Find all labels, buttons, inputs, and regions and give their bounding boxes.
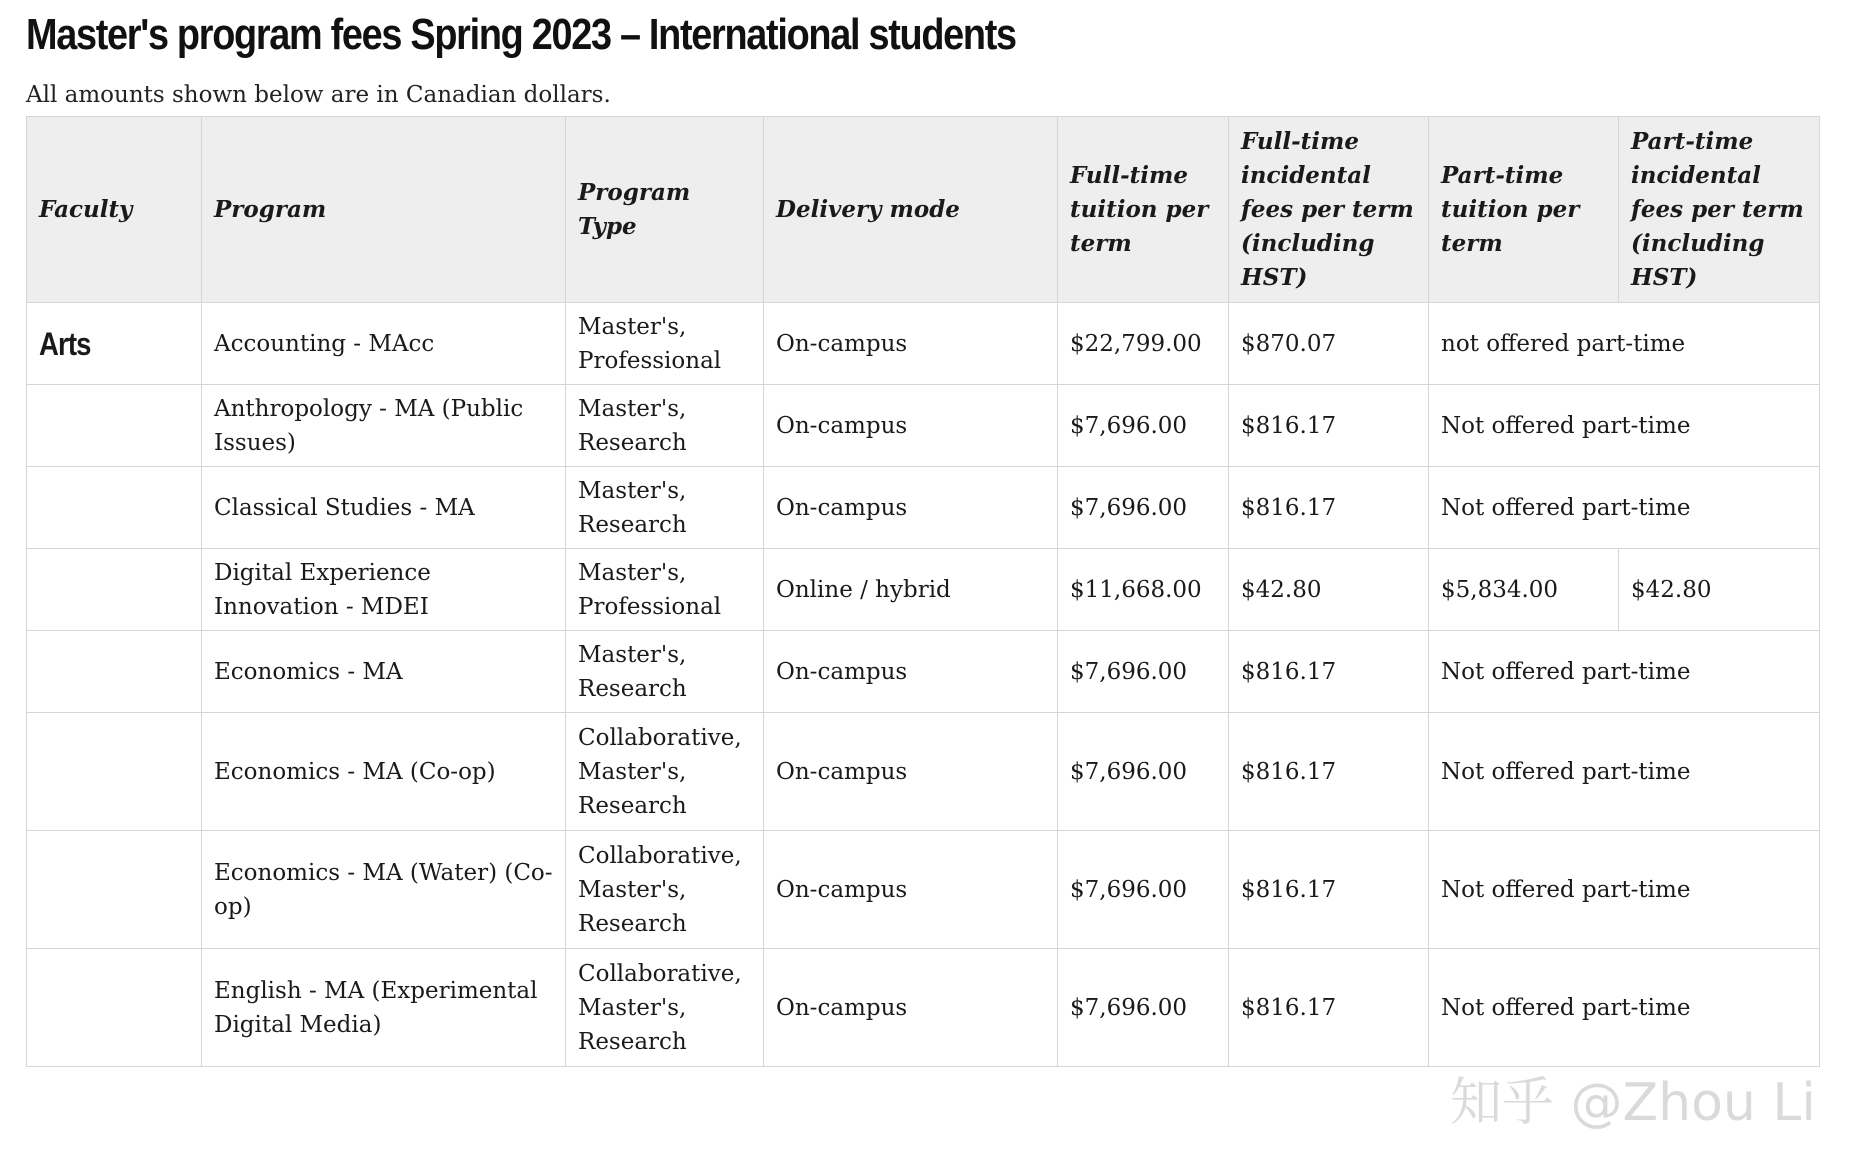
program-cell: English - MA (Experimental Digital Media) <box>202 949 566 1067</box>
header-program: Program <box>202 117 566 303</box>
page-title: Master's program fees Spring 2023 – International students <box>26 10 1016 59</box>
faculty-cell <box>27 467 202 549</box>
watermark: 知乎 @Zhou Li <box>1450 1073 1816 1133</box>
delivery-mode-cell: On-campus <box>764 949 1058 1067</box>
table-row <box>27 467 1820 549</box>
faculty-cell <box>27 831 202 949</box>
program-cell: Anthropology - MA (Public Issues) <box>202 385 566 467</box>
ft-incidental-cell: $816.17 <box>1229 713 1429 831</box>
part-time-note-cell: Not offered part-time <box>1429 831 1820 949</box>
program-type-cell: Collaborative, Master's, Research <box>566 949 764 1067</box>
program-cell: Economics - MA (Co-op) <box>202 713 566 831</box>
delivery-mode-cell: On-campus <box>764 467 1058 549</box>
ft-incidental-cell: $870.07 <box>1229 303 1429 385</box>
program-type-cell: Master's, Research <box>566 467 764 549</box>
part-time-note-cell: Not offered part-time <box>1429 713 1820 831</box>
ft-incidental-cell: $816.17 <box>1229 467 1429 549</box>
delivery-mode-cell: On-campus <box>764 385 1058 467</box>
ft-tuition-cell: $22,799.00 <box>1058 303 1229 385</box>
ft-tuition-cell: $7,696.00 <box>1058 831 1229 949</box>
ft-tuition-cell: $7,696.00 <box>1058 385 1229 467</box>
delivery-mode-cell: On-campus <box>764 713 1058 831</box>
ft-tuition-cell: $7,696.00 <box>1058 467 1229 549</box>
header-ft-incidental: Full-time incidental fees per term (including HST) <box>1229 117 1429 303</box>
part-time-note-cell: Not offered part-time <box>1429 949 1820 1067</box>
header-pt-incidental: Part-time incidental fees per term (including HST) <box>1619 117 1820 303</box>
delivery-mode-cell: Online / hybrid <box>764 549 1058 631</box>
faculty-cell <box>27 549 202 631</box>
table-row <box>27 549 1820 631</box>
program-cell: Economics - MA (Water) (Co-op) <box>202 831 566 949</box>
program-cell: Accounting - MAcc <box>202 303 566 385</box>
table-row <box>27 713 1820 831</box>
pt-tuition-cell: $5,834.00 <box>1429 549 1619 631</box>
header-ft-tuition: Full-time tuition per term <box>1058 117 1229 303</box>
delivery-mode-cell: On-campus <box>764 303 1058 385</box>
header-delivery-mode: Delivery mode <box>764 117 1058 303</box>
faculty-label: Arts <box>39 325 91 362</box>
header-program-type: Program Type <box>566 117 764 303</box>
delivery-mode-cell: On-campus <box>764 631 1058 713</box>
table-row <box>27 949 1820 1067</box>
header-pt-tuition: Part-time tuition per term <box>1429 117 1619 303</box>
ft-incidental-cell: $816.17 <box>1229 949 1429 1067</box>
program-type-cell: Collaborative, Master's, Research <box>566 831 764 949</box>
ft-incidental-cell: $816.17 <box>1229 831 1429 949</box>
ft-incidental-cell: $816.17 <box>1229 631 1429 713</box>
program-type-cell: Master's, Research <box>566 631 764 713</box>
table-row <box>27 631 1820 713</box>
pt-incidental-cell: $42.80 <box>1619 549 1820 631</box>
program-type-cell: Collaborative, Master's, Research <box>566 713 764 831</box>
program-type-cell: Master's, Professional <box>566 303 764 385</box>
table-row <box>27 831 1820 949</box>
header-faculty: Faculty <box>27 117 202 303</box>
part-time-note-cell: Not offered part-time <box>1429 631 1820 713</box>
ft-tuition-cell: $7,696.00 <box>1058 713 1229 831</box>
table-row <box>27 385 1820 467</box>
table-row <box>27 303 1820 385</box>
part-time-note-cell: not offered part-time <box>1429 303 1820 385</box>
ft-tuition-cell: $11,668.00 <box>1058 549 1229 631</box>
faculty-cell <box>27 713 202 831</box>
program-type-cell: Master's, Research <box>566 385 764 467</box>
ft-tuition-cell: $7,696.00 <box>1058 631 1229 713</box>
faculty-cell <box>27 949 202 1067</box>
fees-table <box>26 116 1820 1067</box>
ft-incidental-cell: $42.80 <box>1229 549 1429 631</box>
ft-tuition-cell: $7,696.00 <box>1058 949 1229 1067</box>
delivery-mode-cell: On-campus <box>764 831 1058 949</box>
part-time-note-cell: Not offered part-time <box>1429 385 1820 467</box>
program-type-cell: Master's, Professional <box>566 549 764 631</box>
faculty-cell <box>27 303 202 385</box>
faculty-cell <box>27 385 202 467</box>
program-cell: Digital Experience Innovation - MDEI <box>202 549 566 631</box>
ft-incidental-cell: $816.17 <box>1229 385 1429 467</box>
part-time-note-cell: Not offered part-time <box>1429 467 1820 549</box>
program-cell: Classical Studies - MA <box>202 467 566 549</box>
currency-note: All amounts shown below are in Canadian dollars. <box>26 82 611 108</box>
program-cell: Economics - MA <box>202 631 566 713</box>
table-header-row <box>27 117 1820 303</box>
faculty-cell <box>27 631 202 713</box>
